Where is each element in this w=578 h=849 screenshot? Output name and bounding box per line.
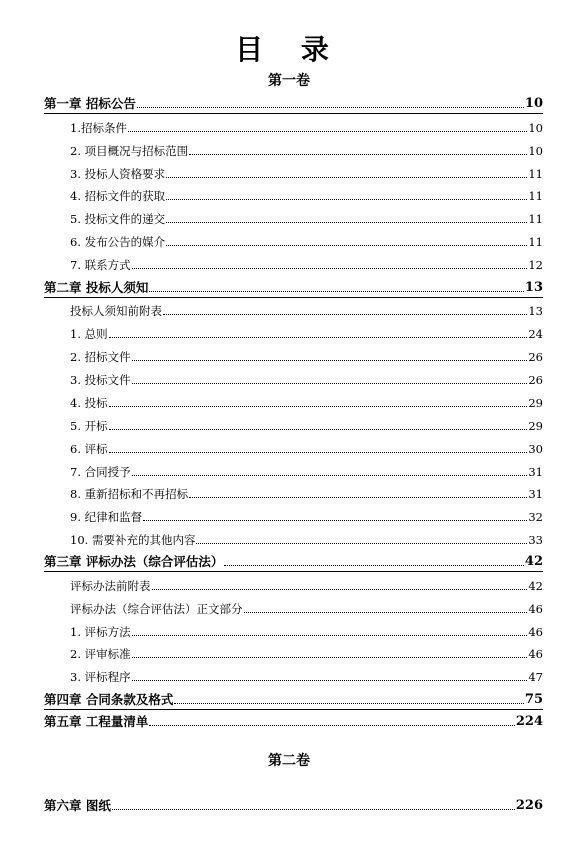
toc-entry-label: 评标办法（综合评估法）正文部分 bbox=[70, 602, 243, 616]
toc-entry-page: 42 bbox=[524, 554, 543, 569]
toc-leader-dots bbox=[149, 290, 524, 292]
toc-leader-dots bbox=[224, 564, 524, 566]
toc-leader-dots bbox=[137, 106, 524, 108]
toc-section-entry[interactable] bbox=[70, 230, 543, 250]
toc-entry-page: 26 bbox=[528, 350, 543, 364]
toc-chapter-entry[interactable] bbox=[44, 92, 543, 112]
toc-entry-label: 1. 总则 bbox=[70, 327, 108, 341]
toc-leader-dots bbox=[163, 313, 527, 315]
toc-entry-label: 7. 联系方式 bbox=[70, 258, 131, 272]
toc-leader-dots bbox=[112, 808, 515, 810]
toc-entry-page: 11 bbox=[528, 167, 543, 181]
toc-section-entry[interactable] bbox=[70, 505, 543, 525]
toc-entry-label: 2. 项目概况与招标范围 bbox=[70, 144, 189, 158]
toc-entry-page: 11 bbox=[528, 212, 543, 226]
toc-leader-dots bbox=[128, 130, 527, 132]
toc-entry-page: 26 bbox=[528, 373, 543, 387]
toc-section-entry[interactable] bbox=[70, 299, 543, 319]
toc-leader-dots bbox=[166, 244, 527, 246]
toc-leader-dots bbox=[152, 588, 528, 590]
toc-chapter-entry[interactable] bbox=[44, 276, 543, 296]
toc-entry-page: 46 bbox=[528, 602, 543, 616]
toc-leader-dots bbox=[189, 153, 527, 155]
toc-section-entry[interactable] bbox=[70, 437, 543, 457]
toc-leader-dots bbox=[189, 496, 527, 498]
toc-entry-label: 第三章 评标办法（综合评估法） bbox=[44, 554, 224, 569]
toc-section-entry[interactable] bbox=[70, 207, 543, 227]
toc-leader-dots bbox=[109, 428, 528, 430]
toc-leader-dots bbox=[196, 542, 527, 544]
toc-leader-dots bbox=[109, 405, 528, 407]
toc-leader-dots bbox=[132, 679, 528, 681]
toc-section-entry[interactable] bbox=[70, 253, 543, 273]
toc-entry-label: 4. 招标文件的获取 bbox=[70, 189, 166, 203]
toc-entry-page: 226 bbox=[515, 798, 543, 813]
toc-entry-label: 9. 纪律和监督 bbox=[70, 510, 143, 524]
toc-chapter-entry[interactable] bbox=[44, 794, 543, 814]
toc-entry-page: 46 bbox=[528, 625, 543, 639]
toc-entry-label: 4. 投标 bbox=[70, 396, 108, 410]
toc-entry-page: 31 bbox=[528, 487, 543, 501]
toc-entry-label: 第六章 图纸 bbox=[44, 798, 111, 813]
toc-entry-page: 13 bbox=[524, 280, 543, 295]
toc-leader-dots bbox=[166, 176, 527, 178]
toc-leader-dots bbox=[132, 382, 528, 384]
toc-leader-dots bbox=[166, 198, 527, 200]
toc-entry-page: 224 bbox=[515, 714, 543, 729]
toc-entry-page: 12 bbox=[528, 258, 543, 272]
toc-section-entry[interactable] bbox=[70, 620, 543, 640]
toc-entry-label: 1.招标条件 bbox=[70, 121, 127, 135]
toc-entry-label: 8. 重新招标和不再招标 bbox=[70, 487, 189, 501]
chapter-divider-line bbox=[44, 571, 543, 572]
toc-entry-label: 7. 合同授予 bbox=[70, 465, 131, 479]
toc-entry-page: 75 bbox=[524, 692, 543, 707]
toc-section-entry[interactable] bbox=[70, 528, 543, 548]
toc-leader-dots bbox=[132, 267, 528, 269]
volume-1-heading: 第一卷 bbox=[268, 73, 310, 89]
toc-entry-label: 6. 评标 bbox=[70, 442, 108, 456]
toc-entry-label: 5. 开标 bbox=[70, 419, 108, 433]
toc-leader-dots bbox=[109, 336, 528, 338]
toc-entry-label: 评标办法前附表 bbox=[70, 579, 151, 593]
toc-entry-label: 10. 需要补充的其他内容 bbox=[70, 533, 196, 547]
toc-entry-label: 第五章 工程量清单 bbox=[44, 714, 149, 729]
toc-section-entry[interactable] bbox=[70, 184, 543, 204]
toc-section-entry[interactable] bbox=[70, 345, 543, 365]
toc-section-entry[interactable] bbox=[70, 368, 543, 388]
toc-section-entry[interactable] bbox=[70, 322, 543, 342]
toc-section-entry[interactable] bbox=[70, 139, 543, 159]
toc-leader-dots bbox=[132, 474, 528, 476]
toc-leader-dots bbox=[149, 724, 515, 726]
toc-leader-dots bbox=[132, 634, 528, 636]
toc-chapter-entry[interactable] bbox=[44, 688, 543, 708]
toc-entry-label: 3. 投标文件 bbox=[70, 373, 131, 387]
toc-chapter-entry[interactable] bbox=[44, 710, 543, 730]
chapter-divider-line bbox=[44, 113, 543, 114]
toc-entry-label: 3. 评标程序 bbox=[70, 670, 131, 684]
toc-section-entry[interactable] bbox=[70, 391, 543, 411]
toc-entry-page: 11 bbox=[528, 235, 543, 249]
toc-entry-page: 32 bbox=[528, 510, 543, 524]
toc-entry-page: 10 bbox=[528, 144, 543, 158]
toc-entry-page: 42 bbox=[528, 579, 543, 593]
toc-entry-page: 31 bbox=[528, 465, 543, 479]
toc-entry-label: 6. 发布公告的媒介 bbox=[70, 235, 166, 249]
toc-entry-label: 1. 评标方法 bbox=[70, 625, 131, 639]
toc-entry-label: 3. 投标人资格要求 bbox=[70, 167, 166, 181]
toc-entry-page: 10 bbox=[524, 96, 543, 111]
toc-leader-dots bbox=[174, 702, 524, 704]
toc-section-entry[interactable] bbox=[70, 665, 543, 685]
toc-section-entry[interactable] bbox=[70, 116, 543, 136]
toc-entry-page: 46 bbox=[528, 647, 543, 661]
toc-entry-label: 2. 招标文件 bbox=[70, 350, 131, 364]
volume-2-heading: 第二卷 bbox=[268, 753, 310, 769]
toc-section-entry[interactable] bbox=[70, 482, 543, 502]
toc-title: 目 录 bbox=[235, 33, 343, 66]
toc-section-entry[interactable] bbox=[70, 460, 543, 480]
toc-entry-page: 29 bbox=[528, 419, 543, 433]
toc-entry-label: 2. 评审标准 bbox=[70, 647, 131, 661]
toc-leader-dots bbox=[109, 451, 528, 453]
toc-entry-label: 第二章 投标人须知 bbox=[44, 280, 149, 295]
toc-entry-page: 10 bbox=[528, 121, 543, 135]
toc-entry-page: 47 bbox=[528, 670, 543, 684]
toc-section-entry[interactable] bbox=[70, 574, 543, 594]
toc-chapter-entry[interactable] bbox=[44, 550, 543, 570]
toc-leader-dots bbox=[143, 519, 527, 521]
toc-entry-page: 30 bbox=[528, 442, 543, 456]
toc-entry-page: 13 bbox=[528, 304, 543, 318]
toc-entry-page: 29 bbox=[528, 396, 543, 410]
toc-entry-page: 11 bbox=[528, 189, 543, 203]
toc-section-entry[interactable] bbox=[70, 597, 543, 617]
toc-section-entry[interactable] bbox=[70, 162, 543, 182]
chapter-divider-line bbox=[44, 297, 543, 298]
toc-section-entry[interactable] bbox=[70, 642, 543, 662]
toc-entry-page: 33 bbox=[528, 533, 543, 547]
toc-leader-dots bbox=[244, 611, 528, 613]
toc-entry-label: 5. 投标文件的递交 bbox=[70, 212, 166, 226]
toc-entry-label: 第一章 招标公告 bbox=[44, 96, 136, 111]
toc-entry-label: 投标人须知前附表 bbox=[70, 304, 162, 318]
toc-leader-dots bbox=[166, 221, 527, 223]
toc-section-entry[interactable] bbox=[70, 414, 543, 434]
toc-entry-page: 24 bbox=[528, 327, 543, 341]
toc-leader-dots bbox=[132, 359, 528, 361]
toc-entry-label: 第四章 合同条款及格式 bbox=[44, 692, 174, 707]
toc-leader-dots bbox=[132, 656, 528, 658]
